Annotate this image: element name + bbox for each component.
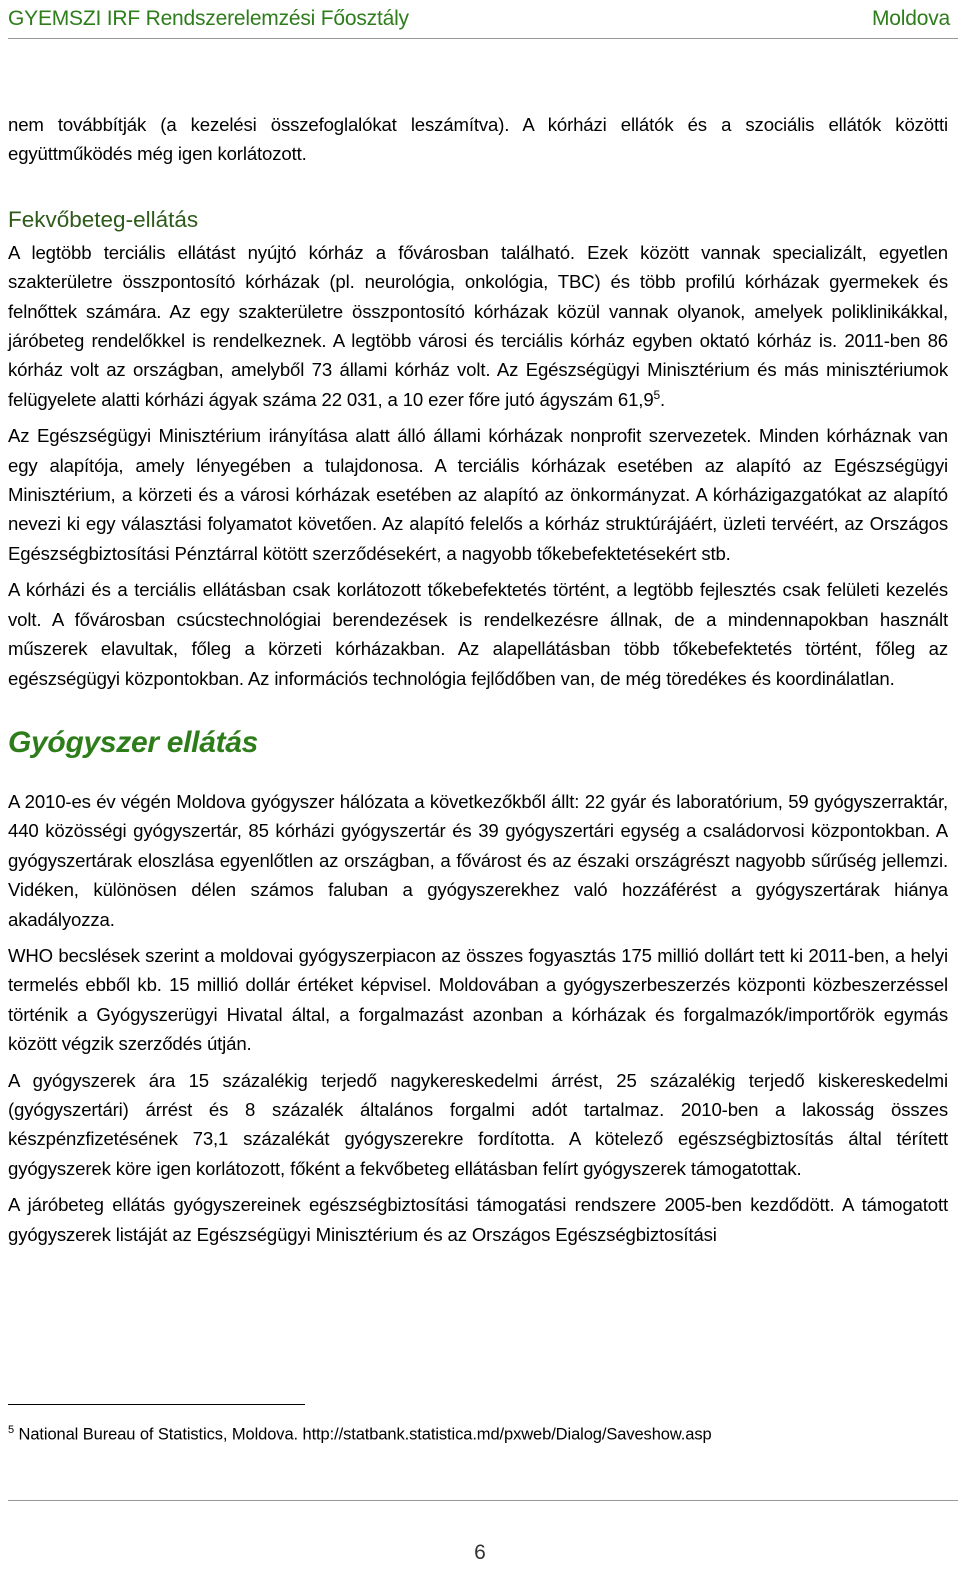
paragraph-gyogyszer-4: A járóbeteg ellátás gyógyszereinek egészségbiztosítási támogatási rendszere 2005-ben kezdődött. A támogatott gyógyszerek listáját az Egészségügyi Minisztérium és az Országos Egészségbiztosítási (8, 1194, 948, 1245)
section-heading-gyogyszer: Gyógyszer ellátás (8, 725, 259, 759)
section-heading-fekvobeteg: Fekvőbeteg-ellátás (8, 206, 199, 232)
header-country: Moldova (872, 7, 950, 30)
paragraph-gyogyszer-2: WHO becslések szerint a moldovai gyógyszerpiacon az összes fogyasztás 175 millió dollárt tett ki 2011-ben, a helyi termelés ebből kb. 15 millió dollár értéket képvisel. Moldovában a gyógyszerbeszerzés központi közbeszerzéssel történik a Gyógyszerügyi Hivatal által, a forgalmazást azonban a kórházak és forgalmazók/importőrök egymás között végzik szerződés útján. (8, 944, 948, 1055)
footnote-reference[interactable]: 5 (653, 387, 661, 402)
header-org-title: GYEMSZI IRF Rendszerelemzési Főosztály (8, 7, 409, 30)
footnote (8, 1424, 712, 1445)
running-header (8, 2, 950, 36)
footnote-text: National Bureau of Statistics, Moldova. http://statbank.statistica.md/pxweb/Dialog/Saveshow.asp (14, 1425, 712, 1444)
paragraph-fekvobeteg-3: A kórházi és a terciális ellátásban csak korlátozott tőkebefektetés történt, a legtöbb fejlesztés csak felületi kezelés volt. A fővárosban csúcstechnológiai berendezések is rendelkezésre állnak, de a mindennapokban használt műszerek elavultak, főleg a körzeti kórházakban. Az alapellátásban több tőkebefektetés történt, főleg az egészségügyi központokban. Az információs technológia fejlődőben van, de még töredékes és koordinálatlan. (8, 579, 948, 689)
footnote-mark: 5 (8, 1424, 15, 1436)
paragraph-fekvobeteg-2: Az Egészségügyi Minisztérium irányítása alatt álló állami kórházak nonprofit szervezetek. Minden kórháznak van egy alapítója, amely lényegében a tulajdonosa. A terciális kórházak esetében az alapító az Egészségügyi Minisztérium, a körzeti és a városi kórházak esetében az alapító az önkormányzat. A kórházigazgatókat az alapító nevezi ki egy választási folyamatot követően. Az alapító felelős a kórház struktúrájáért, üzleti tervéért, az Országos Egészségbiztosítási Pénztárral kötött szerződésekért, a nagyobb tőkebefektetésekért stb. (8, 425, 948, 564)
paragraph-fekvobeteg-1 (8, 238, 948, 414)
header-rule (8, 38, 958, 39)
paragraph-text-end: . (660, 388, 666, 410)
footnote-separator (8, 1404, 305, 1405)
footer-rule (8, 1500, 958, 1501)
paragraph-gyogyszer-3: A gyógyszerek ára 15 százalékig terjedő nagykereskedelmi árrést, 25 százalékig terjedő kiskereskedelmi (gyógyszertári) árrést és 8 százalék általános forgalmi adót tartalmaz. 2010-ben a lakosság összes készpénzfizetésének 73,1 százalékát gyógyszerekre fordította. A kötelező egészségbiztosítás által térített gyógyszerek köre igen korlátozott, főként a fekvőbeteg ellátásban felírt gyógyszerek támogatottak. (8, 1069, 948, 1179)
paragraph-intro: nem továbbítják (a kezelési összefoglalókat leszámítva). A kórházi ellátók és a szociális ellátók közötti együttműködés még igen korlátozott. (8, 114, 948, 165)
paragraph-gyogyszer-1: A 2010-es év végén Moldova gyógyszer hálózata a következőkből állt: 22 gyár és laboratórium, 59 gyógyszerraktár, 440 közösségi gyógyszertár, 85 kórházi gyógyszertár és 39 gyógyszertári egység a családorvosi központokban. A gyógyszertárak eloszlása egyenlőtlen az országban, a fővárost és az északi országrészt nagyobb sűrűség jellemzi. Vidéken, különösen délen számos faluban a gyógyszerekhez való hozzáférést a gyógyszertárak hiánya akadályozza. (8, 790, 948, 930)
paragraph-text: A legtöbb terciális ellátást nyújtó kórház a fővárosban található. Ezek között vannak specializált, egyetlen szakterületre összpontosító kórházak (pl. neurológia, onkológia, TBC) és több profilú kórházak gyermekek és felnőttek számára. Az egy szakterületre összpontosító kórházak közül vannak olyanok, amelyek poliklinikákkal, járóbeteg rendelőkkel is rendelkeznek. A legtöbb városi és terciális kórház egyben oktató kórház is. 2011-ben 86 kórház volt az országban, amelyből 73 állami kórház volt. Az Egészségügyi Minisztérium és más minisztériumok felügyelete alatti kórházi ágyak száma 22 031, a 10 ezer főre jutó ágyszám 61,9 (8, 241, 948, 410)
page-number: 6 (474, 1541, 486, 1564)
document-body (8, 110, 948, 1256)
